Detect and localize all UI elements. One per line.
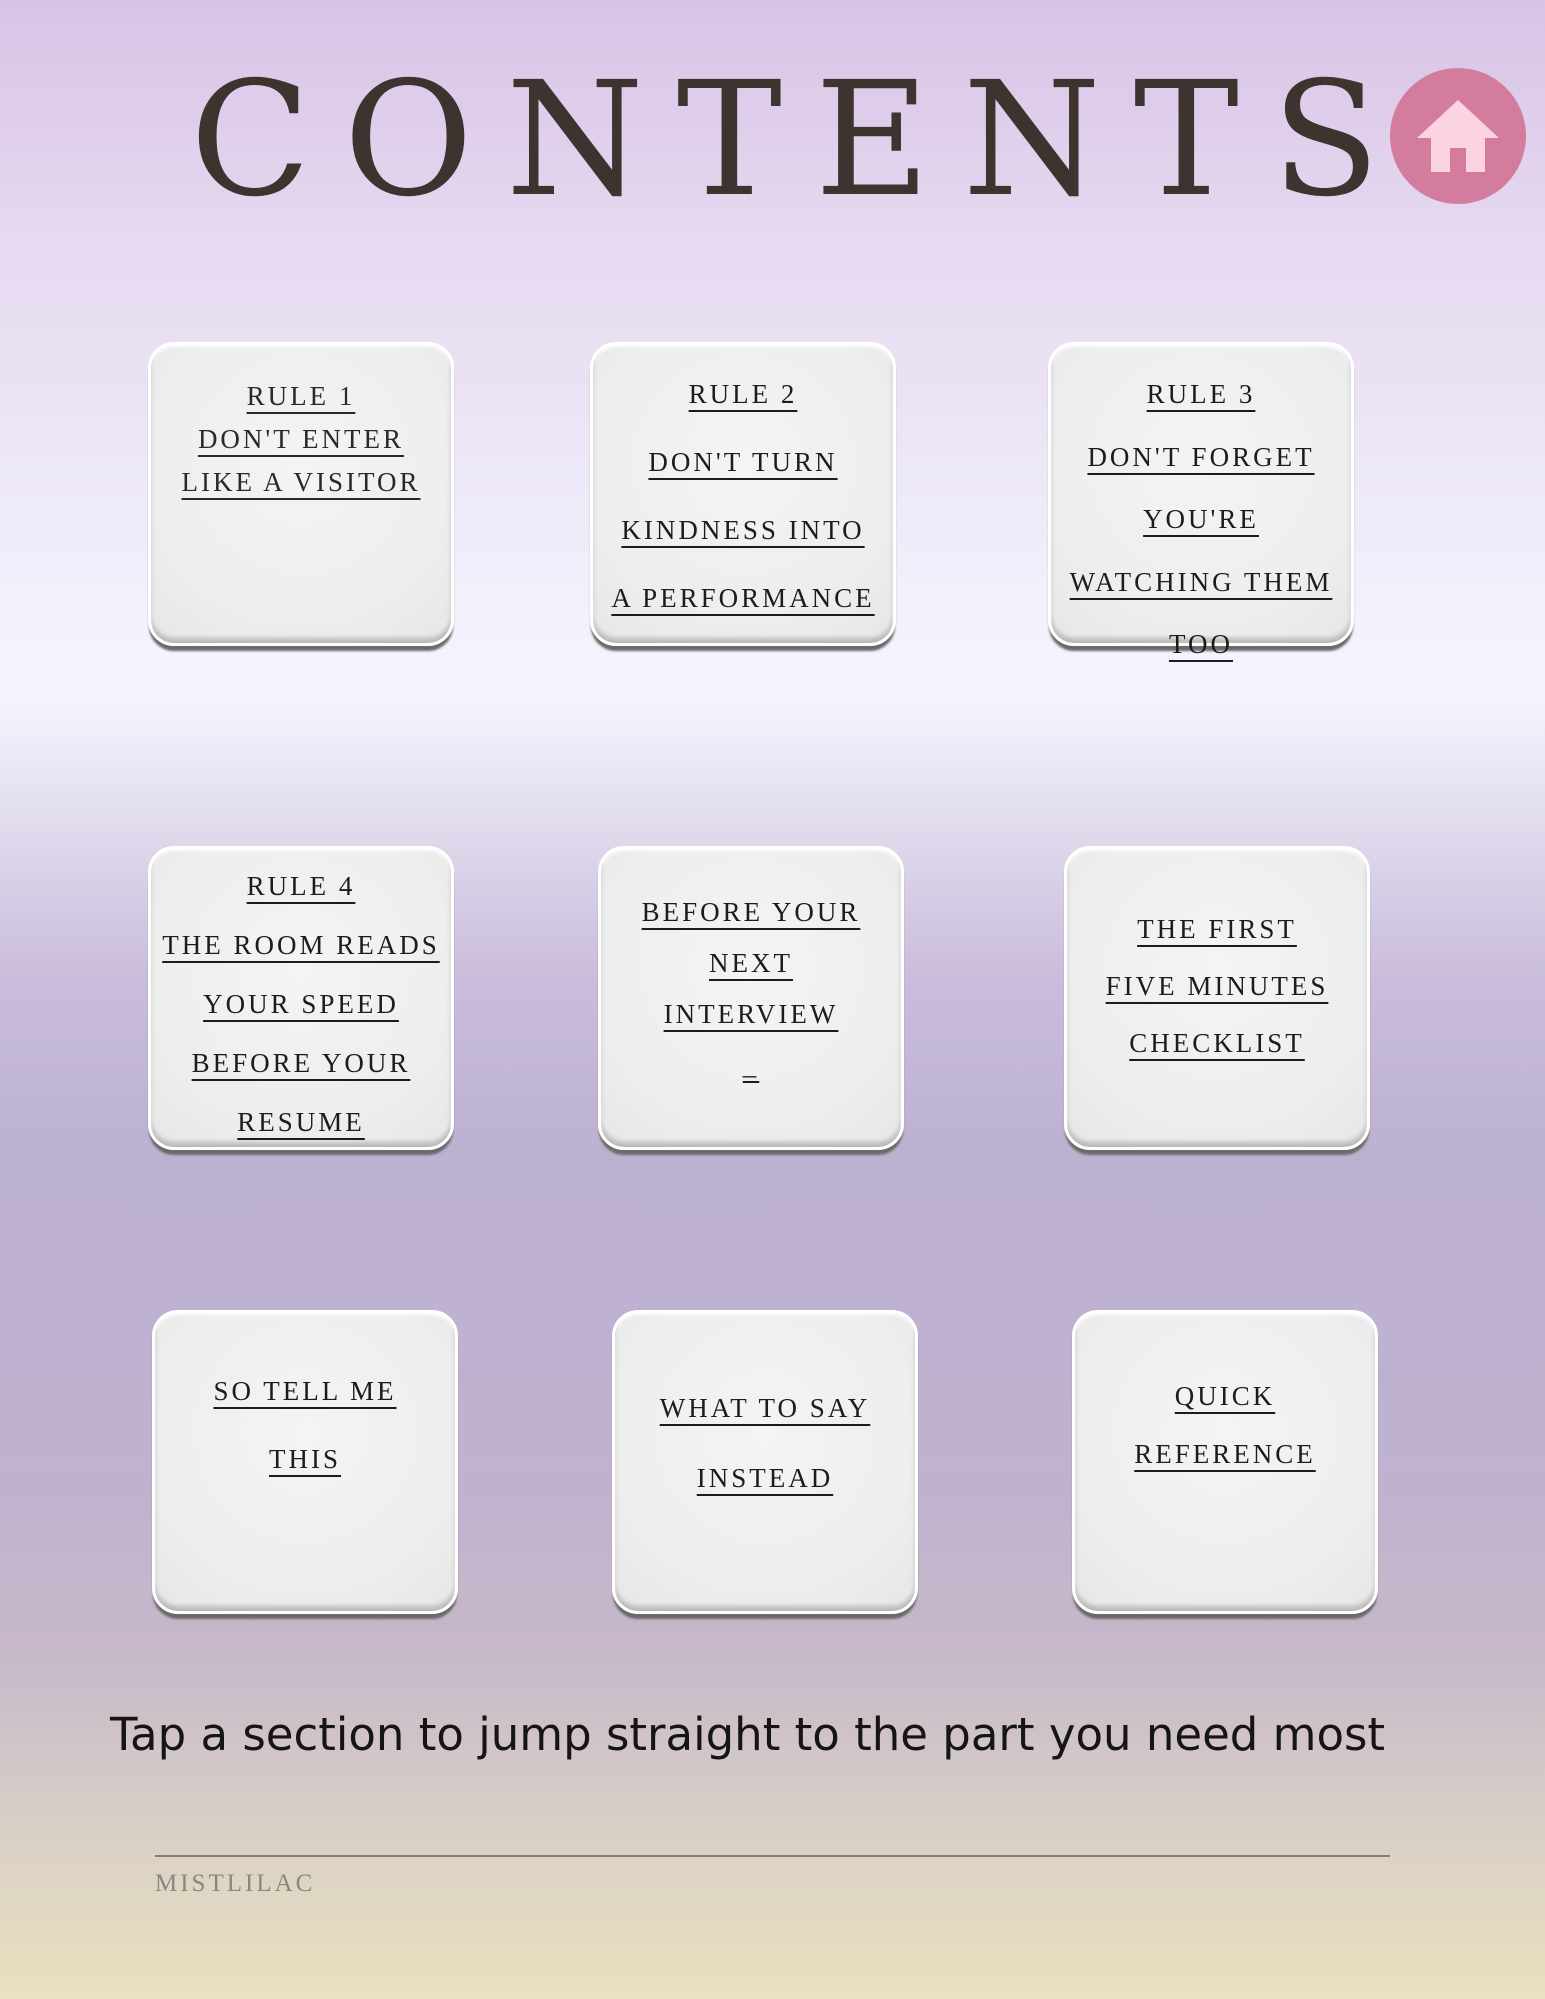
tile-line: NEXT xyxy=(709,948,793,978)
title-letter: S xyxy=(1271,48,1380,232)
tile-line: RESUME xyxy=(237,1107,365,1137)
toc-tile-rule-4[interactable] xyxy=(148,846,454,1150)
tile-line: RULE 2 xyxy=(688,379,798,409)
tile-line: DON'T FORGET xyxy=(1087,441,1315,472)
title-letter: O xyxy=(343,48,474,232)
home-icon xyxy=(1415,96,1501,176)
tile-line: YOU'RE xyxy=(1143,504,1259,534)
tile-line: A PERFORMANCE xyxy=(611,583,875,613)
toc-tile-rule-3[interactable] xyxy=(1048,342,1354,659)
tile-line: BEFORE YOUR xyxy=(191,1048,411,1078)
tile-line: THE ROOM READS xyxy=(162,930,440,960)
tile-line: THIS xyxy=(269,1444,341,1474)
tile-line: QUICK xyxy=(1174,1381,1276,1411)
footer-divider xyxy=(155,1855,1390,1857)
tile-line: DON'T TURN xyxy=(648,447,838,477)
tile-line: THE FIRST xyxy=(1137,914,1297,944)
toc-tile-first-five-minutes[interactable] xyxy=(1064,846,1370,1150)
toc-tile-before-interview[interactable] xyxy=(598,846,904,1150)
title-letter: T xyxy=(1133,48,1240,232)
tile-line: BEFORE YOUR xyxy=(641,897,861,927)
tile-line: KINDNESS INTO xyxy=(621,515,865,545)
tile-line: RULE 4 xyxy=(246,871,356,901)
toc-tile-rule-1[interactable] xyxy=(148,342,454,646)
tile-line: INSTEAD xyxy=(696,1463,834,1493)
navigation-hint: Tap a section to jump straight to the part you need most xyxy=(110,1708,1386,1761)
tile-line: FIVE MINUTES xyxy=(1105,971,1329,1001)
brand-name: MISTLILAC xyxy=(155,1870,316,1897)
tile-line: DON'T ENTER xyxy=(197,424,405,454)
tile-line: REFERENCE xyxy=(1134,1439,1316,1469)
tile-line: INTERVIEW xyxy=(663,999,839,1029)
page-title xyxy=(190,40,1380,240)
title-letter: C xyxy=(190,48,311,232)
tile-line: SO TELL ME xyxy=(213,1376,397,1406)
tile-line: WHAT TO SAY xyxy=(659,1393,871,1423)
tile-line: YOUR SPEED xyxy=(203,989,399,1019)
tile-line: LIKE A VISITOR xyxy=(181,467,421,497)
tile-line: RULE 1 xyxy=(246,381,356,411)
toc-tile-rule-2[interactable] xyxy=(590,342,896,646)
tile-line: CHECKLIST xyxy=(1129,1028,1305,1058)
tile-line: TOO xyxy=(1168,629,1233,659)
tile-line: RULE 3 xyxy=(1146,379,1256,409)
toc-tile-so-tell-me[interactable] xyxy=(152,1310,458,1614)
title-letter: T xyxy=(676,48,783,232)
tile-line: _ xyxy=(742,1050,760,1080)
home-button[interactable] xyxy=(1390,68,1526,204)
title-letter: E xyxy=(814,48,931,232)
toc-tile-what-to-say[interactable] xyxy=(612,1310,918,1614)
title-letter: N xyxy=(962,48,1101,232)
title-letter: N xyxy=(505,48,645,232)
toc-tile-quick-reference[interactable] xyxy=(1072,1310,1378,1614)
tile-line: WATCHING THEM xyxy=(1069,566,1333,597)
